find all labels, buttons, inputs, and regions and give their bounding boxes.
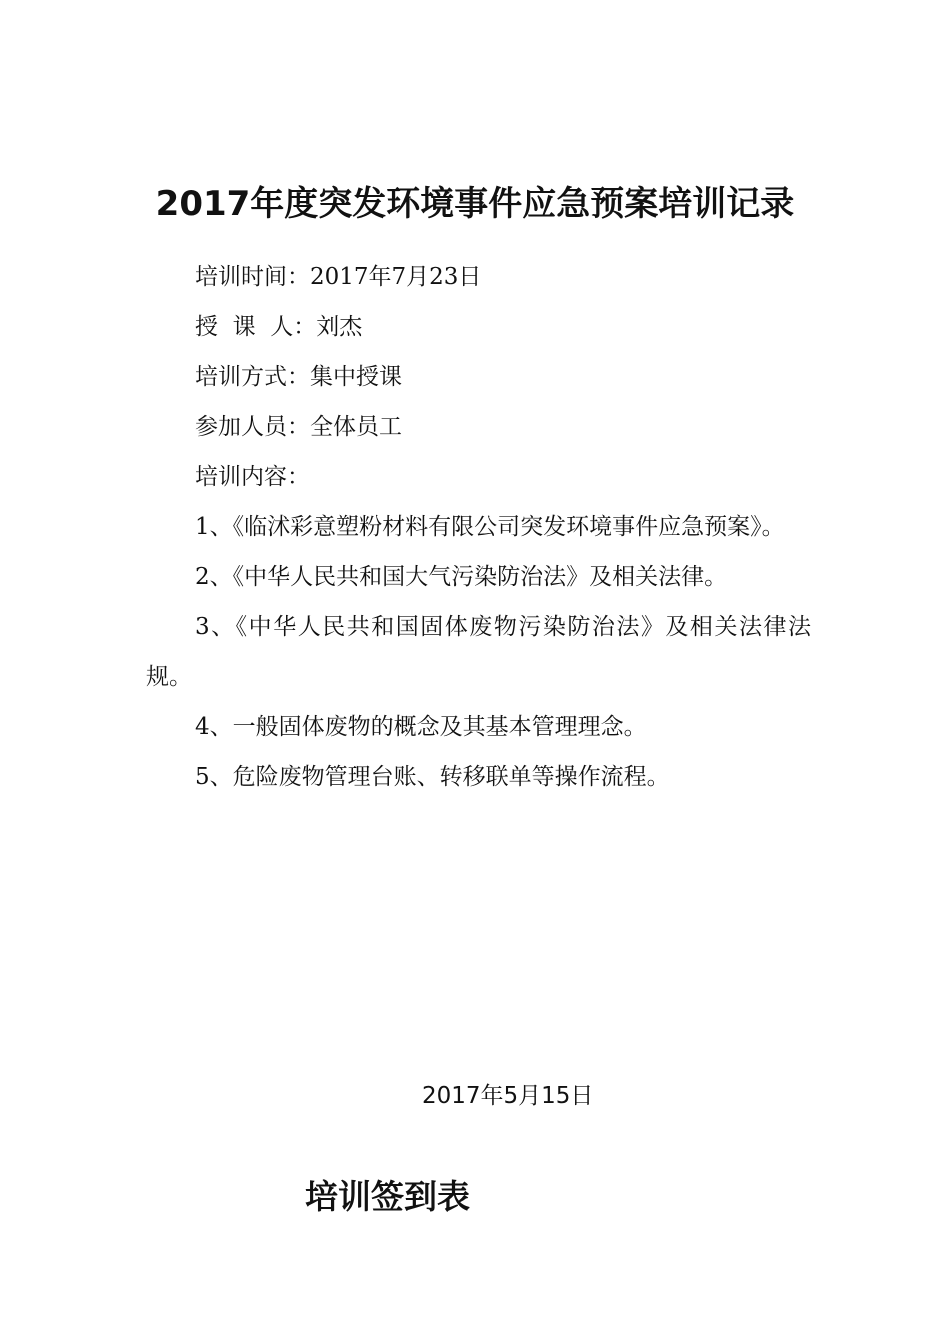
field-value: 全体员工 bbox=[310, 414, 402, 440]
field-label: 培训方式： bbox=[195, 364, 310, 390]
field-value: 2017年7月23日 bbox=[310, 264, 482, 290]
field-value: 集中授课 bbox=[310, 364, 402, 390]
field-participants bbox=[146, 402, 811, 452]
document-title: 2017年度突发环境事件应急预案培训记录 bbox=[155, 184, 795, 224]
field-lecturer bbox=[146, 302, 811, 352]
training-record-body bbox=[146, 252, 811, 802]
document-date: 2017年5月15日 bbox=[422, 1083, 594, 1109]
content-item-3: 3、《中华人民共和国固体废物污染防治法》及相关法律法规。 bbox=[146, 614, 811, 690]
field-label: 授 课 人： bbox=[195, 314, 317, 340]
field-training-method bbox=[146, 352, 811, 402]
content-label: 培训内容： bbox=[195, 464, 310, 490]
field-label: 培训时间： bbox=[195, 264, 310, 290]
content-item-4: 4、一般固体废物的概念及其基本管理理念。 bbox=[195, 714, 647, 740]
content-item-1: 1、《临沭彩意塑粉材料有限公司突发环境事件应急预案》。 bbox=[195, 514, 785, 540]
content-item-2: 2、《中华人民共和国大气污染防治法》及相关法律。 bbox=[195, 564, 728, 590]
field-label: 参加人员： bbox=[195, 414, 310, 440]
content-item-5: 5、危险废物管理台账、转移联单等操作流程。 bbox=[195, 764, 670, 790]
field-training-time bbox=[146, 252, 811, 302]
signin-sheet-title: 培训签到表 bbox=[305, 1177, 470, 1216]
field-value: 刘杰 bbox=[316, 314, 363, 340]
